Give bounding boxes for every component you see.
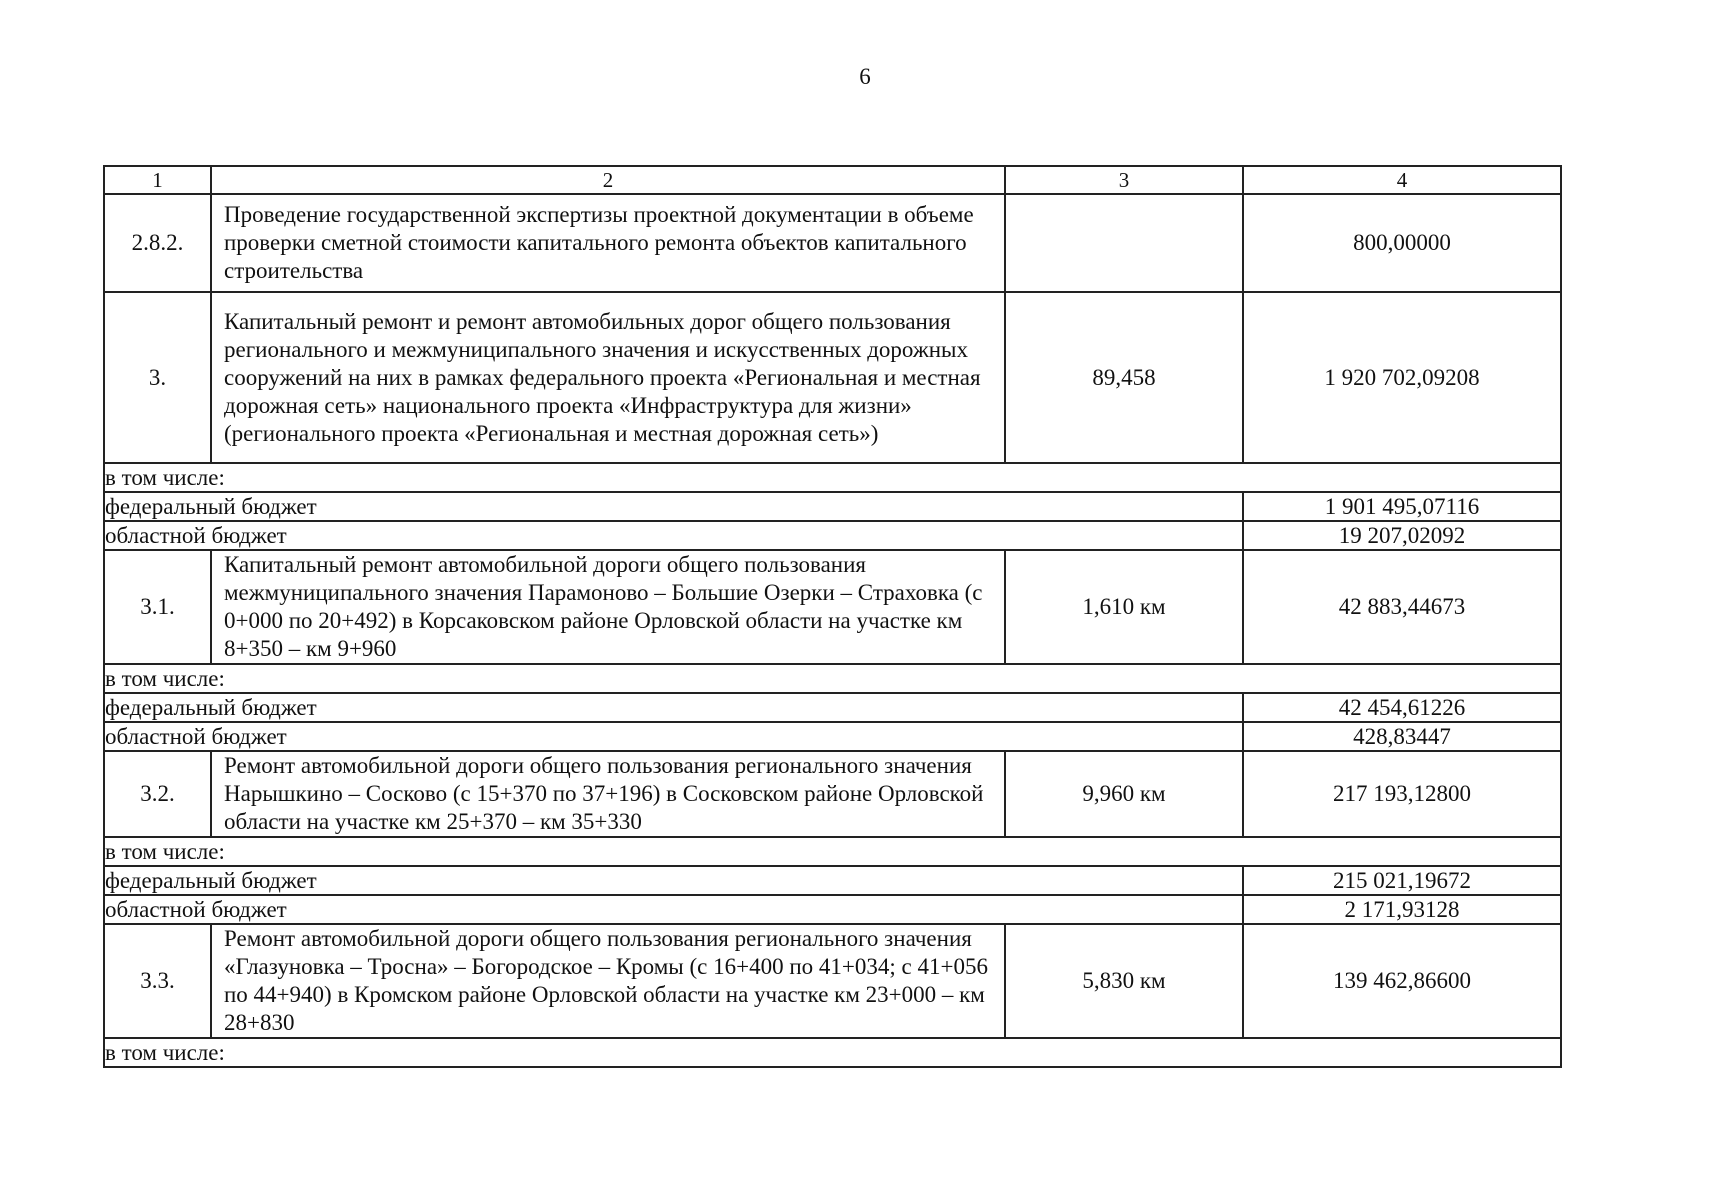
- item-description: Проведение государственной экспертизы проектной документации в объеме проверки сметной стоимости капитального ремонта объектов капитального строительства: [211, 194, 1005, 292]
- item-number: 2.8.2.: [104, 194, 211, 292]
- item-amount: 139 462,86600: [1243, 924, 1561, 1038]
- including-label: в том числе:: [104, 463, 1561, 492]
- item-description: Ремонт автомобильной дороги общего пользования регионального значения «Глазуновка – Тросна» – Богородское – Кромы (с 16+400 по 41+034; с 41+056 по 44+940) в Кромском районе Орловской области на участке км 23+000 – км 28+830: [211, 924, 1005, 1038]
- item-number: 3.2.: [104, 751, 211, 837]
- item-row: [104, 292, 1561, 463]
- budget-row: [104, 693, 1561, 722]
- item-length: 89,458: [1005, 292, 1243, 463]
- column-number-row: [104, 166, 1561, 194]
- budget-table: [103, 165, 1562, 1068]
- item-amount: 1 920 702,09208: [1243, 292, 1561, 463]
- page-number: 6: [859, 64, 871, 89]
- item-description: Капитальный ремонт и ремонт автомобильных дорог общего пользования регионального и межмуниципального значения и искусственных дорожных сооружений на них в рамках федерального проекта «Региональная и местная дорожная сеть» национального проекта «Инфраструктура для жизни» (регионального проекта «Региональная и местная дорожная сеть»): [211, 292, 1005, 463]
- budget-label: областной бюджет: [104, 521, 1243, 550]
- item-row: [104, 550, 1561, 664]
- item-row: [104, 924, 1561, 1038]
- budget-row: [104, 895, 1561, 924]
- budget-label: федеральный бюджет: [104, 693, 1243, 722]
- item-description: Ремонт автомобильной дороги общего пользования регионального значения Нарышкино – Сосково (с 15+370 по 37+196) в Сосковском районе Орловской области на участке км 25+370 – км 35+330: [211, 751, 1005, 837]
- item-row: [104, 194, 1561, 292]
- item-length: 9,960 км: [1005, 751, 1243, 837]
- including-label: в том числе:: [104, 1038, 1561, 1067]
- column-number: 1: [104, 166, 211, 194]
- item-length: [1005, 194, 1243, 292]
- budget-label: областной бюджет: [104, 895, 1243, 924]
- budget-label: федеральный бюджет: [104, 866, 1243, 895]
- including-row: [104, 1038, 1561, 1067]
- item-number: 3.: [104, 292, 211, 463]
- budget-label: федеральный бюджет: [104, 492, 1243, 521]
- item-number: 3.3.: [104, 924, 211, 1038]
- column-number: 4: [1243, 166, 1561, 194]
- item-row: [104, 751, 1561, 837]
- column-number: 3: [1005, 166, 1243, 194]
- item-amount: 217 193,12800: [1243, 751, 1561, 837]
- budget-value: 1 901 495,07116: [1243, 492, 1561, 521]
- item-amount: 42 883,44673: [1243, 550, 1561, 664]
- budget-label: областной бюджет: [104, 722, 1243, 751]
- budget-row: [104, 492, 1561, 521]
- including-row: [104, 837, 1561, 866]
- item-length: 5,830 км: [1005, 924, 1243, 1038]
- item-length: 1,610 км: [1005, 550, 1243, 664]
- budget-row: [104, 866, 1561, 895]
- budget-row: [104, 521, 1561, 550]
- item-amount: 800,00000: [1243, 194, 1561, 292]
- budget-value: 428,83447: [1243, 722, 1561, 751]
- budget-value: 19 207,02092: [1243, 521, 1561, 550]
- budget-value: 2 171,93128: [1243, 895, 1561, 924]
- item-number: 3.1.: [104, 550, 211, 664]
- budget-row: [104, 722, 1561, 751]
- budget-value: 215 021,19672: [1243, 866, 1561, 895]
- including-row: [104, 463, 1561, 492]
- budget-value: 42 454,61226: [1243, 693, 1561, 722]
- column-number: 2: [211, 166, 1005, 194]
- item-description: Капитальный ремонт автомобильной дороги общего пользования межмуниципального значения Парамоново – Большие Озерки – Страховка (с 0+000 по 20+492) в Корсаковском районе Орловской области на участке км 8+350 – км 9+960: [211, 550, 1005, 664]
- including-label: в том числе:: [104, 837, 1561, 866]
- including-label: в том числе:: [104, 664, 1561, 693]
- including-row: [104, 664, 1561, 693]
